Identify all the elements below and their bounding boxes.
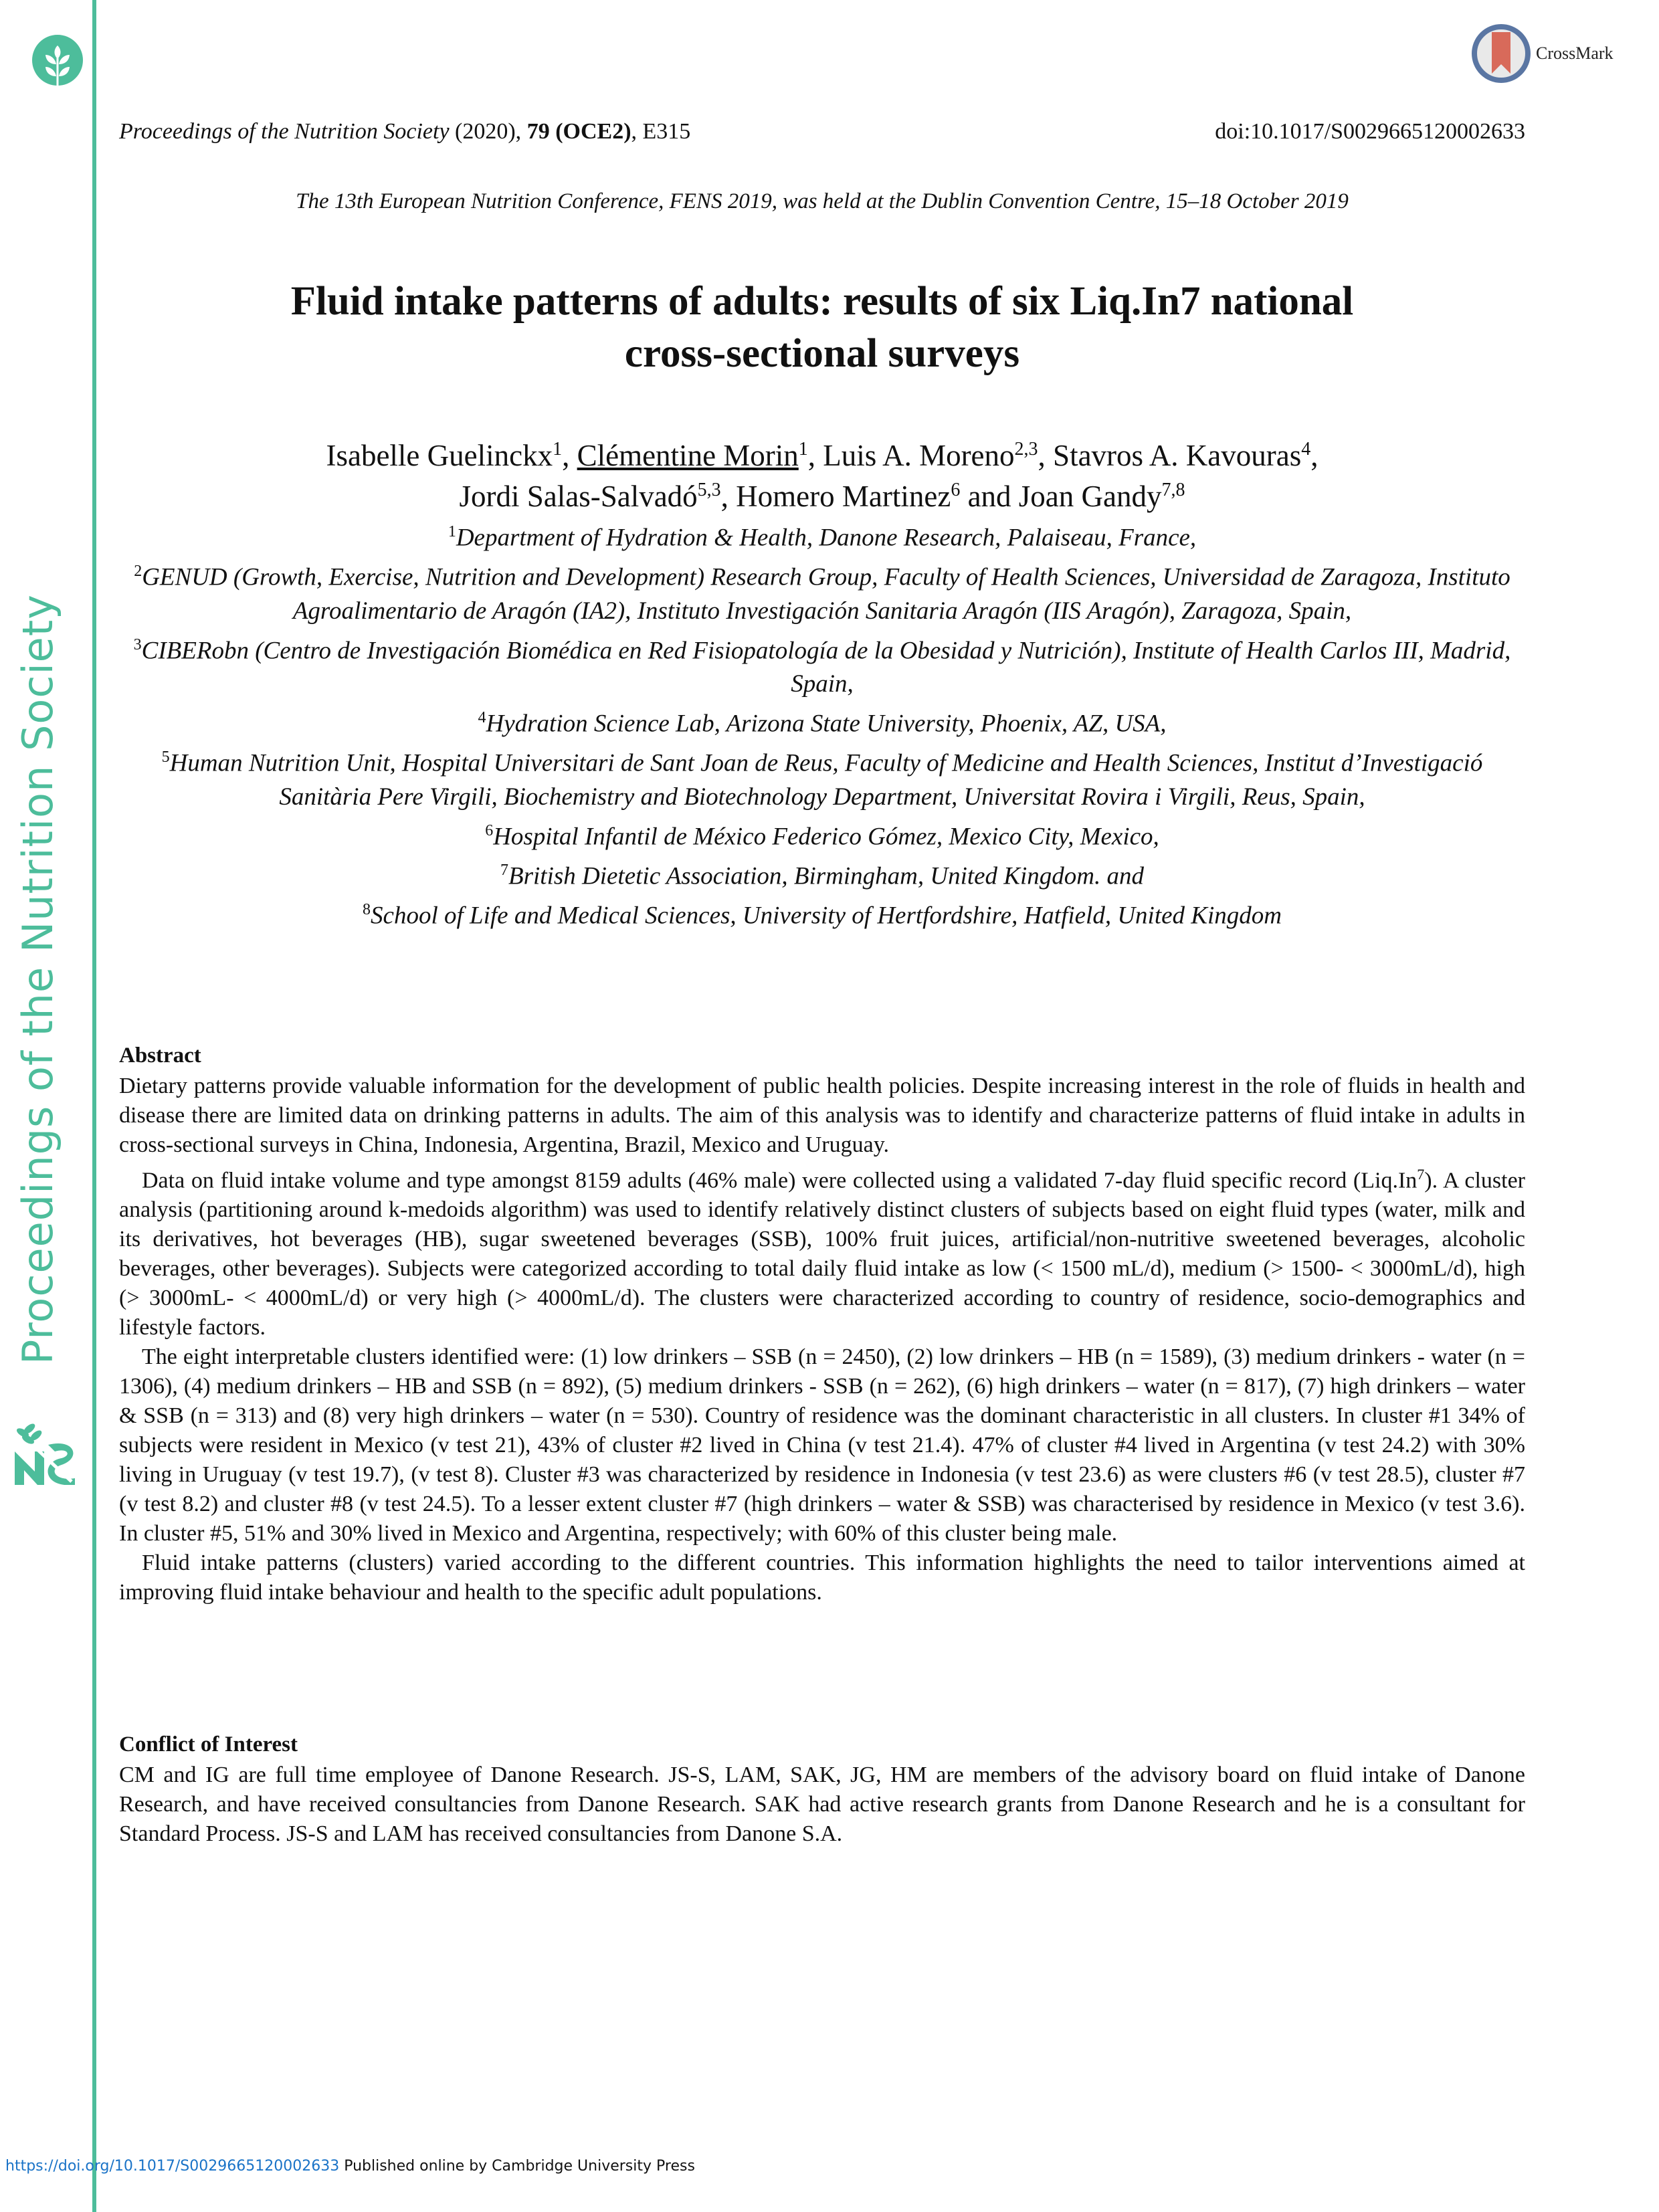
- conflict-of-interest-section: [119, 1730, 1525, 1849]
- running-header: [119, 119, 1525, 144]
- affiliation-item: $^3$CIBERobn (Centro de Investigación Biomédica en Red Fisiopatología de la Obesidad y Nutrición), Institute of Health Carlos III, Madrid, Spain,: [133, 635, 1511, 698]
- journal-citation: Proceedings of the Nutrition Society (2020), 79 (OCE2), E315: [119, 119, 691, 144]
- affiliation-item: $^7$British Dietetic Association, Birmingham, United Kingdom. and: [500, 861, 1144, 890]
- abstract-section: [119, 1041, 1525, 1607]
- affiliation-item: $^8$School of Life and Medical Sciences, University of Hertfordshire, Hatfield, United Kingdom: [363, 901, 1282, 930]
- abstract-paragraph-4: Fluid intake patterns (clusters) varied according to the different countries. This information highlights the need to tailor interventions aimed at improving fluid intake behaviour and health to the specific adult populations.: [119, 1550, 1525, 1605]
- article-doi: doi:10.1017/S0029665120002633: [1215, 119, 1525, 144]
- abstract-paragraph-3: The eight interpretable clusters identified were: (1) low drinkers – SSB (n = 2450), (2) low drinkers – HB (n = 1589), (3) medium drinkers - water (n = 1306), (4) medium drinkers – HB and SSB (n = 892), (5) medium drinkers - SSB (n = 262), (6) high drinkers – water (n = 817), (7) high drinkers – water & SSB (n = 313) and (8) very high drinkers – water (n = 530). Country of residence was the dominant characteristic in all clusters. In cluster #1 34% of subjects were resident in Mexico (v test 21), 43% of cluster #2 lived in China (v test 21.4). 47% of cluster #4 lived in Argentina (v test 24.2) with 30% living in Uruguay (v test 19.7), (v test 8). Cluster #3 was characterized by residence in Indonesia (v test 23.6) as were clusters #6 (v test 28.5), cluster #7 (v test 8.2) and cluster #8 (v test 24.5). To a lesser extent cluster #7 (high drinkers – water & SSB) was characterised by residence in Mexico (v test 3.6). In cluster #5, 51% and 30% lived in Mexico and Argentina, respectively; with 60% of this cluster being male.: [119, 1344, 1525, 1546]
- affiliation-list: [119, 515, 1525, 933]
- abstract-paragraph-1: Dietary patterns provide valuable information for the development of public health policies. Despite increasing interest in the role of fluids in health and disease there are limited data on drinking patterns in adults. The aim of this analysis was to identify and characterize patterns of fluid intake in adults in cross-sectional surveys in China, Indonesia, Argentina, Brazil, Mexico and Uruguay.: [119, 1074, 1525, 1157]
- sidebar-journal-title: Proceedings of the Nutrition Society: [13, 594, 62, 1365]
- affiliation-item: $^6$Hospital Infantil de México Federico Gómez, Mexico City, Mexico,: [485, 821, 1159, 850]
- abstract-paragraph-2: Data on fluid intake volume and type amongst 8159 adults (46% male) were collected using a validated 7-day fluid specific record (Liq.In$^7$). A cluster analysis (partitioning around k-medoids algorithm) was used to identify relatively distinct clusters of subjects based on eight fluid types (water, milk and its derivatives, hot beverages (HB), sugar sweetened beverages (SSB), 100% fruit juices, artificial/non-nutritive sweetened beverages, alcoholic beverages, other beverages). Subjects were categorized according to total daily fluid intake as low (< 1500 mL/d), medium (> 1500- < 3000mL/d), high (> 3000mL- < 4000mL/d) or very high (> 4000mL/d). The clusters were characterized according to country of residence, socio-demographics and lifestyle factors.: [119, 1166, 1525, 1340]
- coi-heading: Conflict of Interest: [119, 1732, 298, 1756]
- affiliation-item: $^1$Department of Hydration & Health, Danone Research, Palaiseau, France,: [448, 523, 1197, 552]
- publisher-note: Published online by Cambridge University Press: [339, 2158, 695, 2175]
- abstract-heading: Abstract: [119, 1043, 201, 1068]
- crossmark-label: CrossMark: [1536, 43, 1614, 63]
- paper-title: Fluid intake patterns of adults: results of six Liq.In7 national cross-sectional surveys: [290, 279, 1354, 376]
- affiliation-item: $^4$Hydration Science Lab, Arizona State University, Phoenix, AZ, USA,: [478, 708, 1167, 738]
- nutrition-society-leaf-logo-icon: [32, 35, 83, 86]
- crossmark-icon: [1472, 24, 1531, 83]
- author-list: Isabelle Guelinckx$^1$, Clémentine Morin$^1$, Luis A. Moreno$^{2,3}$, Stavros A. Kavouras$^4$, Jordi Salas-Salvadó$^{5,3}$, Homero Martinez$^6$ and Joan Gandy$^{7,8}$: [326, 439, 1319, 513]
- ns-wheat-logo-icon: [8, 1405, 82, 1485]
- conference-note: The 13th European Nutrition Conference, FENS 2019, was held at the Dublin Convention Centre, 15–18 October 2019: [296, 189, 1349, 213]
- doi-link[interactable]: https://doi.org/10.1017/S0029665120002633: [5, 2158, 340, 2175]
- page-footer: [5, 2158, 695, 2175]
- sidebar-accent-rule: [92, 0, 96, 2212]
- affiliation-item: $^5$Human Nutrition Unit, Hospital Universitari de Sant Joan de Reus, Faculty of Medicine and Health Sciences, Institut d’Investigació Sanitària Pere Virgili, Biochemistry and Biotechnology Department, Universitat Rovira i Virgili, Reus, Spain,: [161, 748, 1483, 811]
- crossmark-badge[interactable]: [1472, 24, 1614, 83]
- affiliation-item: $^2$GENUD (Growth, Exercise, Nutrition and Development) Research Group, Faculty of Health Sciences, Universidad de Zaragoza, Instituto Agroalimentario de Aragón (IA2), Instituto Investigación Sanitaria Aragón (IIS Aragón), Zaragoza, Spain,: [134, 563, 1510, 625]
- coi-text: CM and IG are full time employee of Danone Research. JS-S, LAM, SAK, JG, HM are members of the advisory board on fluid intake of Danone Research, and have received consultancies from Danone Research. SAK had active research grants from Danone Research and he is a consultant for Standard Process. JS-S and LAM has received consultancies from Danone S.A.: [119, 1763, 1525, 1846]
